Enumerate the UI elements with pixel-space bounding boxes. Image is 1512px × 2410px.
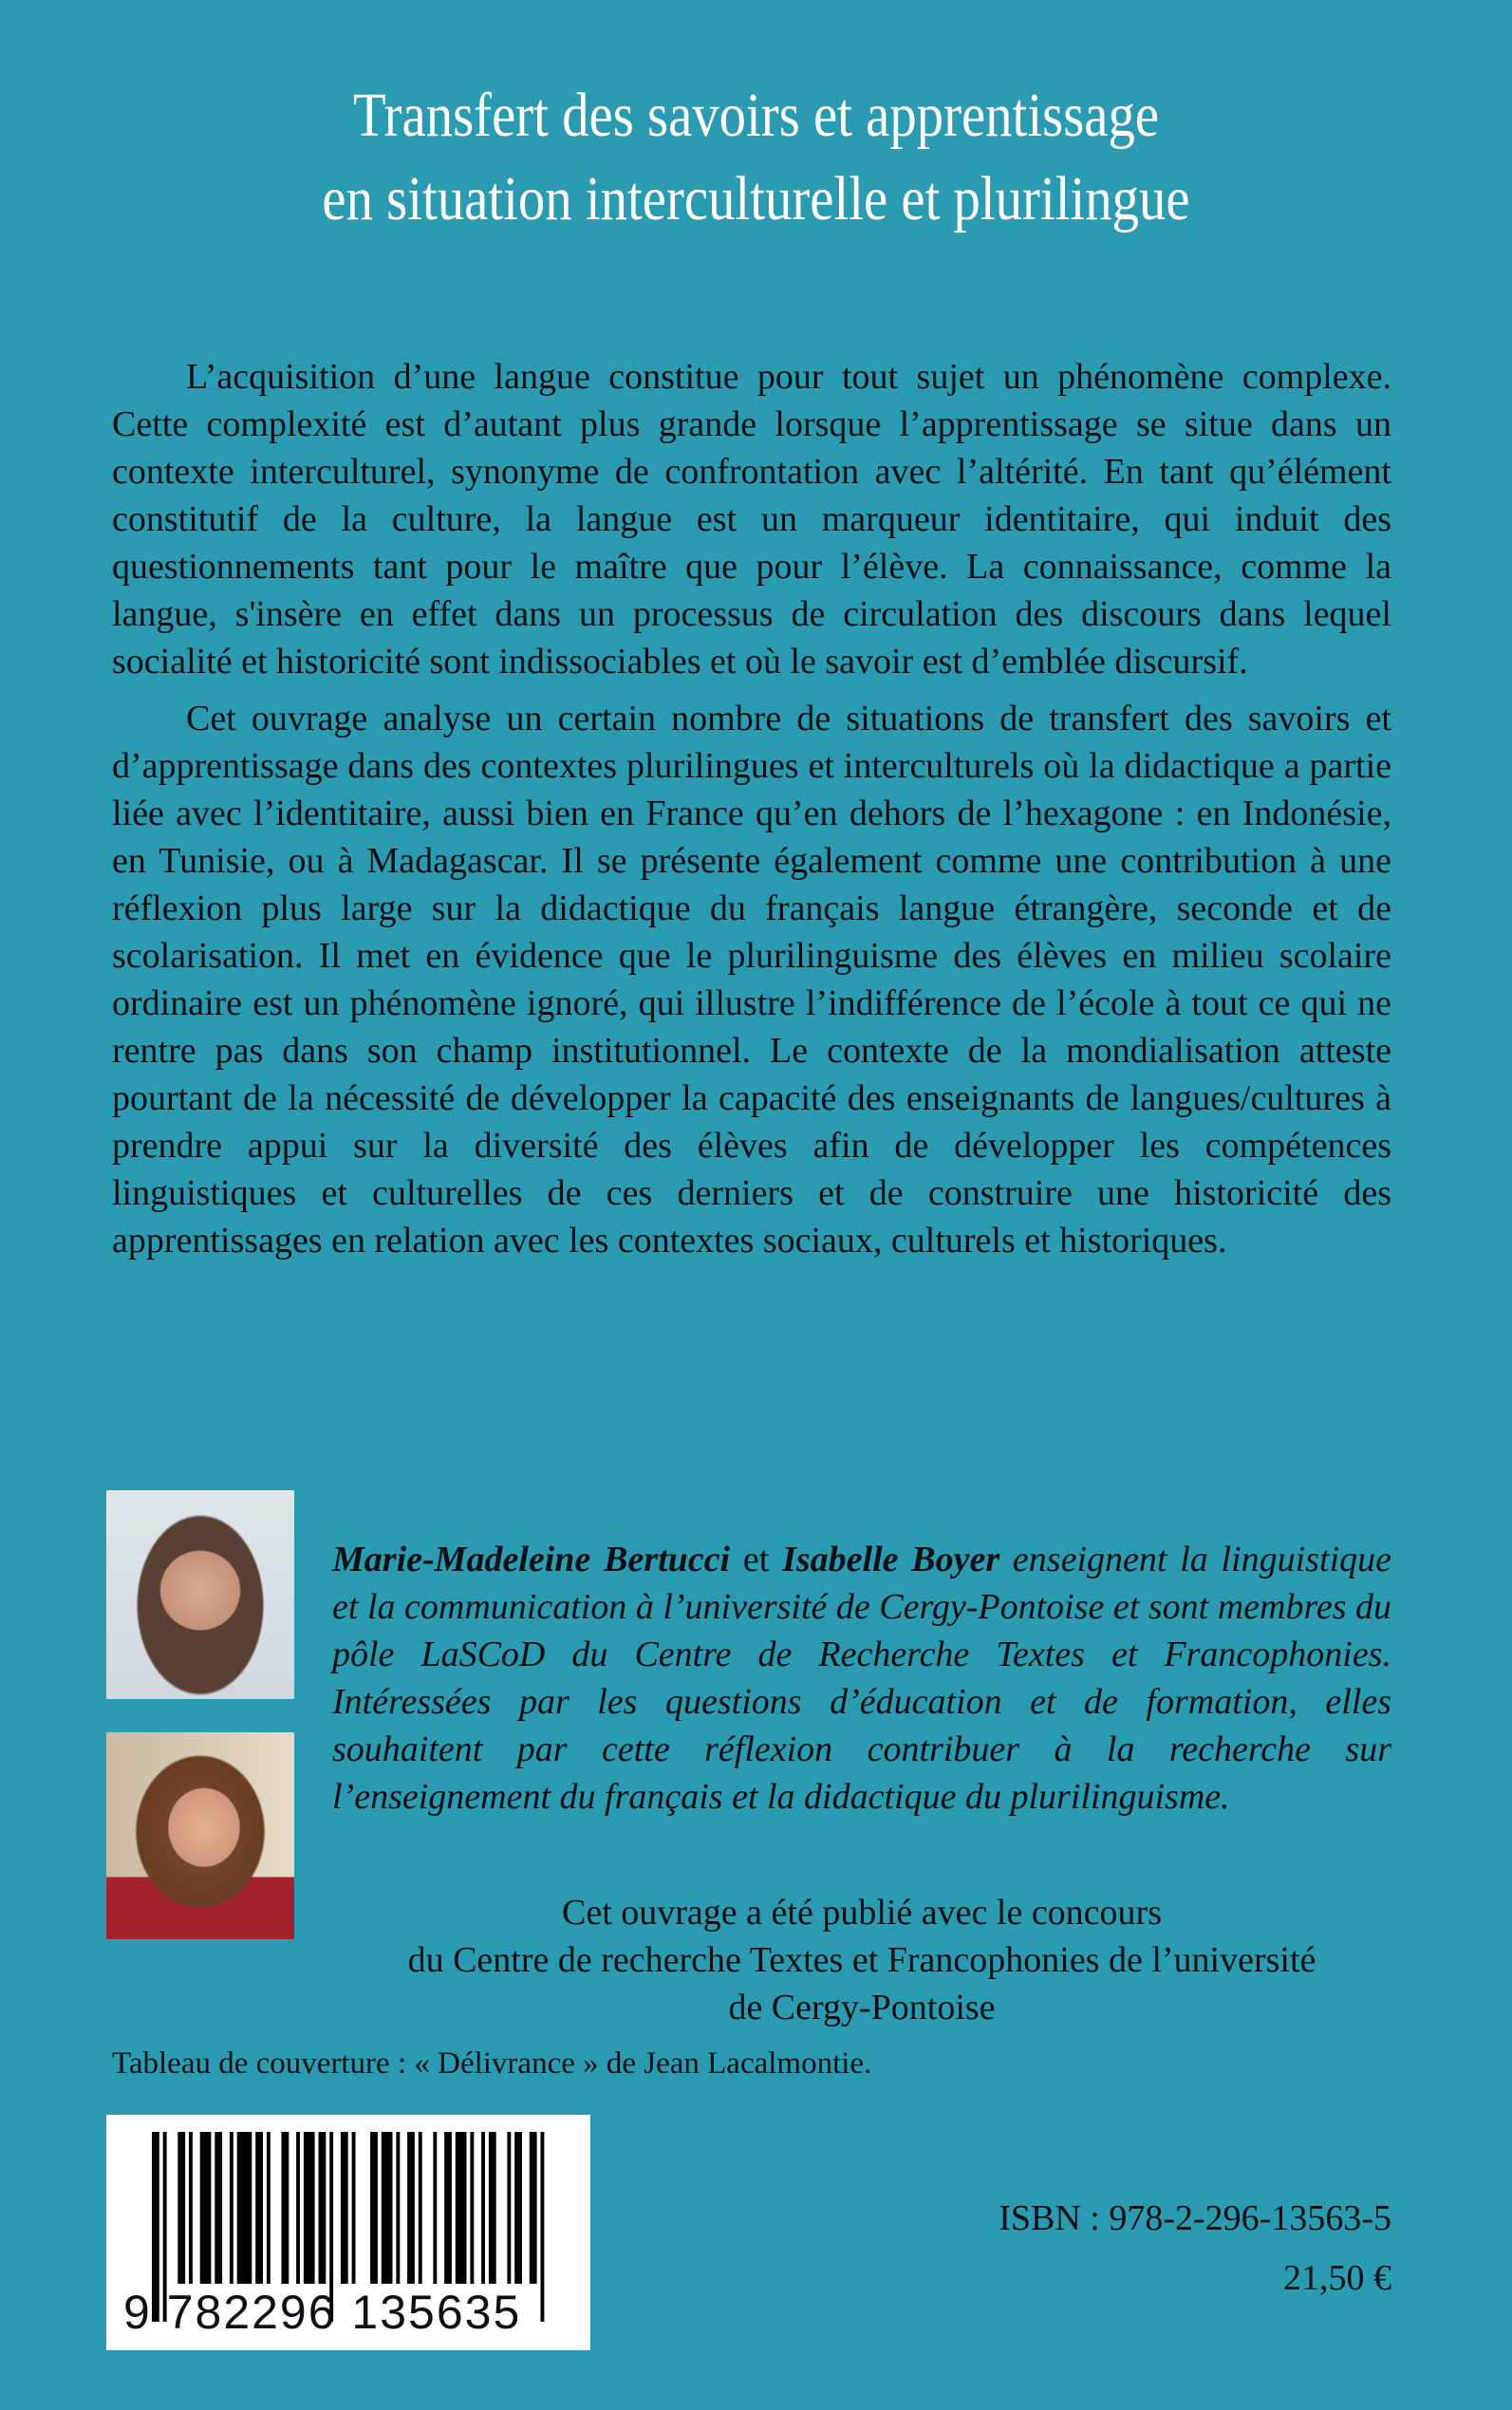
barcode-bar	[514, 2132, 522, 2284]
author-photo-boyer	[106, 1732, 294, 1939]
barcode-bar	[444, 2132, 452, 2284]
barcode-bar	[341, 2132, 348, 2284]
barcode-bar	[456, 2132, 467, 2284]
barcode-bar	[200, 2132, 212, 2284]
author-bio-text: enseignent la linguistique et la communication à l’université de Cergy-Pontoise et sont membres du pôle LaSCoD du Centre de Recherche Textes et Francophonies. Intéressées par les questions d’éducation et de formation, elles souhaitent par cette réflexion contribuer à la recherche sur l’enseignement du français et la didactique du plurilinguisme.	[332, 1540, 1391, 1817]
barcode-bar	[304, 2132, 315, 2284]
barcode-bar	[352, 2132, 356, 2284]
isbn: ISBN : 978-2-296-13563-5	[999, 2198, 1391, 2238]
barcode-bar	[215, 2132, 222, 2284]
author-photo-bertucci	[106, 1490, 294, 1699]
barcode	[106, 2115, 590, 2350]
barcode-bar	[319, 2132, 327, 2284]
barcode-bar	[419, 2132, 422, 2284]
book-title	[106, 74, 1407, 241]
barcode-bar	[282, 2132, 289, 2284]
barcode-bar	[382, 2132, 393, 2284]
summary-paragraph-2: Cet ouvrage analyse un certain nombre de situations de transfert des savoirs et d’apprentissage dans des contextes plurilingues et interculturels où la didactique a partie liée avec l’identitaire, aussi bien en France qu’en dehors de l’hexagone : en Indonésie, en Tunisie, ou à Madagascar. Il se présente également comme une contribution à une réflexion plus large sur la didactique du français langue étrangère, seconde et de scolarisation. Il met en évidence que le plurilinguisme des élèves en milieu scolaire ordinaire est un phénomène ignoré, qui illustre l’indifférence de l’école à tout ce qui ne rentre pas dans son champ institutionnel. Le contexte de la mondialisation atteste pourtant de la nécessité de développer la capacité des enseignants de langues/cultures à prendre appui sur la diversité des élèves afin de développer les compétences linguistiques et culturelles de ces derniers et de construire une historicité des apprentissages en relation avec les contextes sociaux, culturels et historiques.	[112, 699, 1391, 1261]
barcode-bar	[296, 2132, 300, 2284]
barcode-bar	[189, 2132, 193, 2284]
barcode-bar	[433, 2132, 437, 2284]
barcode-bar	[481, 2132, 485, 2284]
price: 21,50 €	[1283, 2258, 1391, 2298]
barcode-bar	[237, 2132, 252, 2284]
barcode-bar	[489, 2132, 496, 2284]
author-bio	[332, 1536, 1391, 1821]
cover-credit: Tableau de couverture : « Délivrance » de Jean Lacalmontie.	[112, 2046, 872, 2081]
publication-note	[332, 1889, 1391, 2031]
author-connector: et	[730, 1540, 783, 1579]
publication-note-line-3: de Cergy-Pontoise	[728, 1988, 996, 2027]
barcode-bar	[507, 2132, 511, 2284]
barcode-bar	[177, 2132, 185, 2284]
barcode-bar	[230, 2132, 233, 2284]
barcode-bar	[407, 2132, 415, 2284]
author-name-1: Marie-Madeleine Bertucci	[332, 1540, 731, 1579]
barcode-bar	[470, 2132, 474, 2284]
barcode-number: 9 782296 135635	[123, 2286, 522, 2339]
barcode-bar	[267, 2132, 271, 2284]
publication-note-line-2: du Centre de recherche Textes et Francophonies de l’université	[407, 1940, 1316, 1980]
barcode-bar	[370, 2132, 378, 2284]
summary-text	[112, 353, 1391, 1274]
barcode-bar	[396, 2132, 400, 2284]
summary-paragraph-1: L’acquisition d’une langue constitue pour tout sujet un phénomène complexe. Cette complexité est d’autant plus grande lorsque l’apprentissage se situe dans un contexte interculturel, synonyme de confrontation avec l’altérité. En tant qu’élément constitutif de la culture, la langue est un marqueur identitaire, qui induit des questionnements tant pour le maître que pour l’élève. La connaissance, comme la langue, s'insère en effet dans un processus de circulation des discours dans lequel socialité et historicité sont indissociables et où le savoir est d’emblée discursif.	[112, 357, 1391, 682]
author-name-2: Isabelle Boyer	[782, 1540, 1000, 1579]
barcode-bar	[530, 2132, 537, 2284]
barcode-bar	[255, 2132, 263, 2284]
title-line-1: Transfert des savoirs et apprentissage	[352, 81, 1160, 150]
title-line-2: en situation interculturelle et plurilingue	[322, 164, 1190, 234]
publication-note-line-1: Cet ouvrage a été publié avec le concours	[562, 1893, 1162, 1933]
